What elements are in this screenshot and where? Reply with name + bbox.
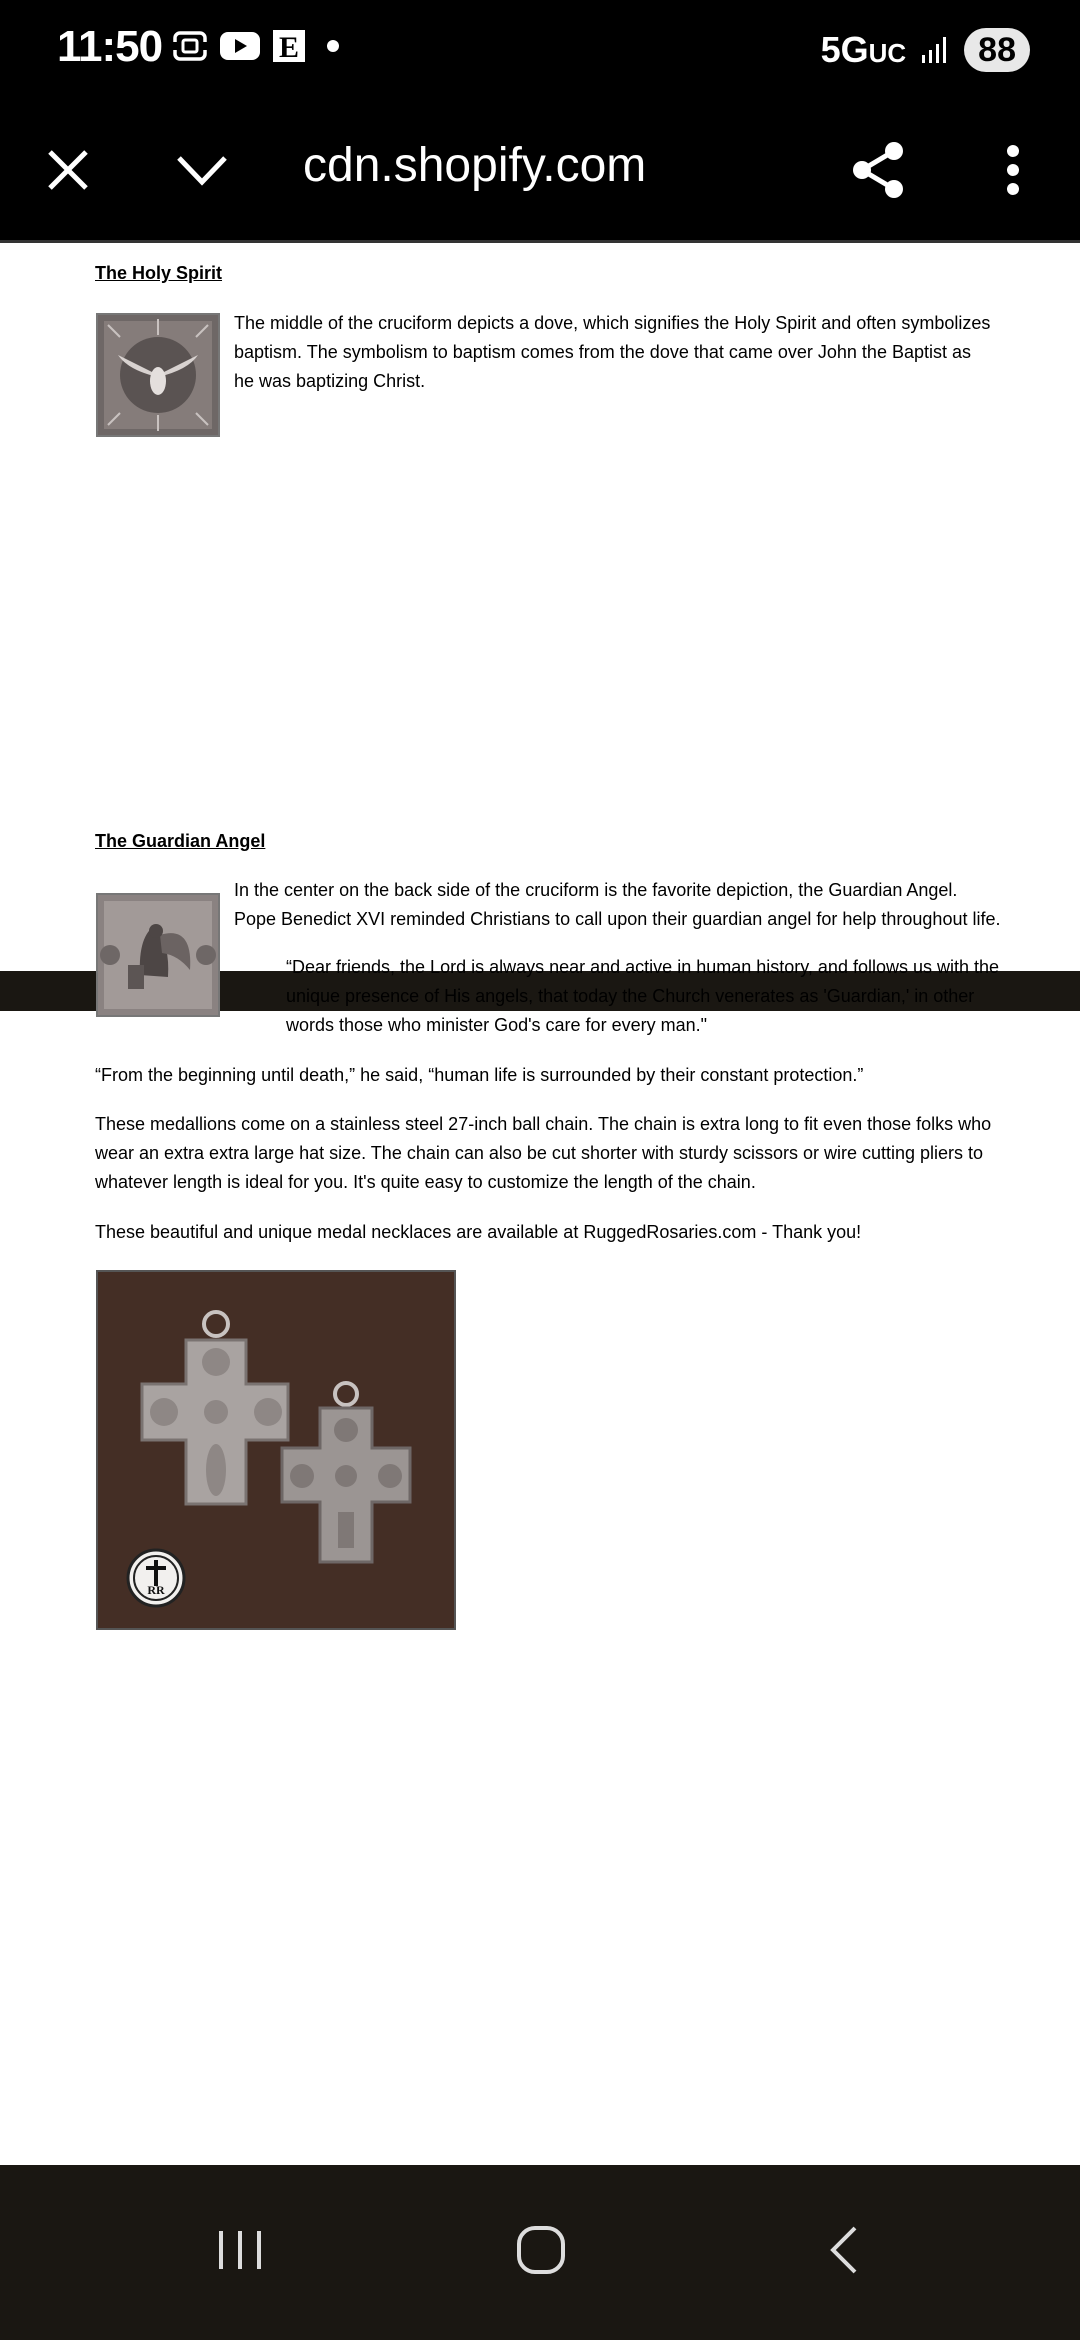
medal-product-image [96, 1270, 456, 1630]
screenshot-icon [172, 28, 208, 64]
e-app-icon [272, 29, 306, 63]
minimize-button[interactable] [172, 140, 232, 200]
status-notification-icons [172, 28, 348, 64]
guardian-angel-line-2: Pope Benedict XVI reminded Christians to call upon their guardian angel for help throughout life. [234, 909, 1001, 929]
url-text[interactable]: cdn.shopify.com [303, 139, 647, 192]
more-options-button[interactable] [983, 140, 1043, 200]
protection-paragraph: “From the beginning until death,” he said, “human life is surrounded by their constant protection.” [95, 1065, 864, 1085]
battery-indicator: 88 [964, 28, 1030, 72]
home-icon [515, 2224, 567, 2276]
benedict-quote: “Dear friends, the Lord is always near and active in human history, and follows us with the unique presence of His angels, that today the Church venerates as 'Guardian,' in other words those who minister God's care for every man." [286, 957, 1000, 1035]
holy-spirit-image [96, 313, 220, 437]
recent-apps-icon [215, 2227, 265, 2273]
section-heading-holy-spirit: The Holy Spirit [95, 263, 223, 283]
status-bar [0, 0, 1080, 100]
share-icon [850, 141, 906, 199]
chevron-down-icon [175, 152, 229, 188]
dot-icon [318, 31, 348, 61]
signal-icon [920, 35, 950, 65]
share-button[interactable] [848, 140, 908, 200]
youtube-icon [220, 31, 260, 61]
section-heading-guardian-angel: The Guardian Angel [95, 831, 266, 851]
status-time: 11:50 [57, 22, 163, 71]
chain-paragraph: These medallions come on a stainless steel 27-inch ball chain. The chain is extra long to fit even those folks who wear an extra extra large hat size. The chain can also be cut shorter with sturdy scissors or wire cutting pliers to whatever length is ideal for you. It's quite easy to customize the length of the chain. [95, 1114, 992, 1192]
rugged-rosaries-logo-text: RR [147, 1583, 165, 1597]
custom-tab-toolbar [0, 100, 1080, 243]
system-navigation-bar [0, 2165, 1080, 2340]
guardian-angel-line-1: In the center on the back side of the cruciform is the favorite depiction, the Guardian Angel. [234, 880, 958, 900]
back-button[interactable] [805, 2210, 885, 2290]
network-type: 5GUC [820, 29, 907, 70]
web-page [0, 243, 1080, 2163]
recent-apps-button[interactable] [200, 2210, 280, 2290]
back-icon [825, 2224, 865, 2276]
close-button[interactable] [38, 140, 98, 200]
svg-text:E: E [278, 31, 300, 63]
availability-paragraph: These beautiful and unique medal necklaces are available at RuggedRosaries.com - Thank you! [95, 1222, 862, 1242]
holy-spirit-paragraph: The middle of the cruciform depicts a dove, which signifies the Holy Spirit and often symbolizes baptism. The symbolism to baptism comes from the dove that came over John the Baptist as he was baptizing Christ. [234, 313, 991, 391]
home-button[interactable] [501, 2210, 581, 2290]
guardian-angel-image [96, 893, 220, 1017]
more-vert-icon [1003, 144, 1023, 196]
close-icon [45, 147, 91, 193]
